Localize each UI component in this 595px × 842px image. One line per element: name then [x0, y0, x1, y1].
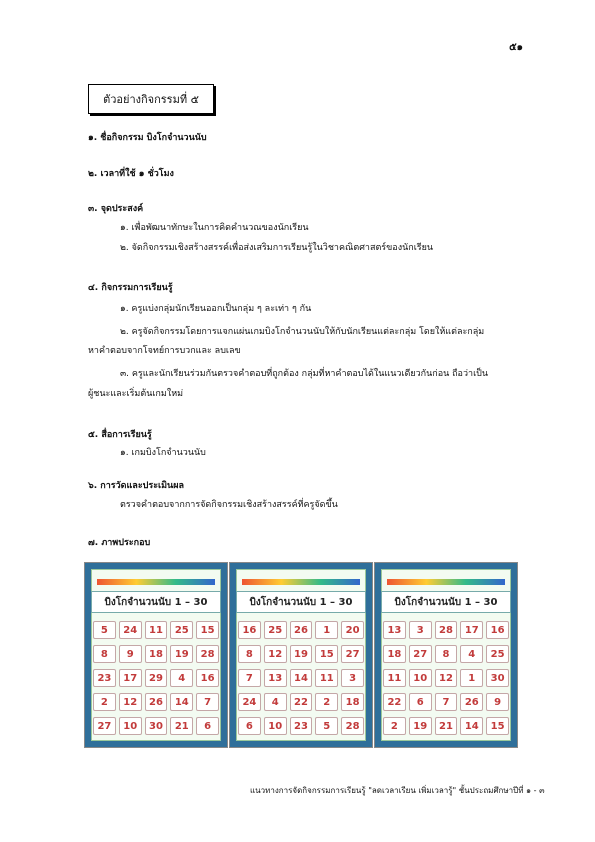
bingo-cell: 22	[290, 693, 313, 711]
section-3-item-2: ๒. จัดกิจกรรมเชิงสร้างสรรค์เพื่อส่งเสริมการเรียนรู้ในวิชาคณิตศาสตร์ของนักเรียน	[120, 243, 434, 253]
section-4-item-3-cont: ผู้ชนะและเริ่มต้นเกมใหม่	[88, 389, 184, 399]
bingo-cell: 13	[264, 669, 287, 687]
bingo-cell: 4	[264, 693, 287, 711]
bingo-card	[229, 562, 373, 748]
bingo-grid	[383, 621, 509, 735]
bingo-cell: 12	[264, 645, 287, 663]
section-6-title: ๖. การวัดและประเมินผล	[88, 481, 184, 491]
bingo-cell: 5	[93, 621, 116, 639]
bingo-cell: 8	[93, 645, 116, 663]
bingo-card	[84, 562, 228, 748]
decoration-border	[387, 579, 505, 585]
bingo-cell: 25	[170, 621, 193, 639]
bingo-cell: 8	[435, 645, 458, 663]
bingo-cell: 30	[486, 669, 509, 687]
bingo-cell: 7	[435, 693, 458, 711]
bingo-cell: 15	[315, 645, 338, 663]
section-3-item-1: ๑. เพื่อพัฒนาทักษะในการคิดคำนวณของนักเรียน	[120, 223, 309, 233]
bingo-cell: 14	[290, 669, 313, 687]
bingo-cell: 19	[290, 645, 313, 663]
bingo-cell: 9	[119, 645, 142, 663]
bingo-card-title: บิงโกจำนวนนับ 1 – 30	[91, 591, 221, 613]
bingo-cell: 23	[93, 669, 116, 687]
bingo-cell: 19	[170, 645, 193, 663]
section-4-item-2-cont: หาคำตอบจากโจทย์การบวกและ ลบเลข	[88, 346, 241, 356]
bingo-cell: 17	[460, 621, 483, 639]
section-4-title: ๔. กิจกรรมการเรียนรู้	[88, 283, 173, 293]
bingo-cell: 7	[196, 693, 219, 711]
bingo-cell: 1	[315, 621, 338, 639]
bingo-cell: 11	[145, 621, 168, 639]
bingo-cell: 13	[383, 621, 406, 639]
example-title-box	[88, 84, 214, 114]
bingo-card-title: บิงโกจำนวนนับ 1 – 30	[381, 591, 511, 613]
bingo-cell: 16	[196, 669, 219, 687]
bingo-card	[374, 562, 518, 748]
section-2: ๒. เวลาที่ใช้ ๑ ชั่วโมง	[88, 169, 174, 179]
bingo-cell: 16	[486, 621, 509, 639]
bingo-cell: 12	[119, 693, 142, 711]
bingo-cell: 10	[119, 717, 142, 735]
bingo-cell: 3	[341, 669, 364, 687]
illustration-bingo-cards	[84, 562, 516, 748]
bingo-grid	[93, 621, 219, 735]
bingo-cell: 15	[196, 621, 219, 639]
section-4-item-3: ๓. ครูและนักเรียนร่วมกันตรวจคำตอบที่ถูกต้อง กลุ่มที่หาคำตอบได้ในแนวเดียวกันก่อน ถือว่าเป็น	[120, 369, 489, 379]
bingo-cell: 22	[383, 693, 406, 711]
bingo-cell: 2	[315, 693, 338, 711]
bingo-cell: 4	[460, 645, 483, 663]
bingo-card-title: บิงโกจำนวนนับ 1 – 30	[236, 591, 366, 613]
decoration-border	[97, 579, 215, 585]
bingo-cell: 18	[145, 645, 168, 663]
decoration-border	[242, 579, 360, 585]
bingo-cell: 20	[341, 621, 364, 639]
bingo-cell: 28	[341, 717, 364, 735]
bingo-cell: 16	[238, 621, 261, 639]
bingo-cell: 11	[315, 669, 338, 687]
section-7-title: ๗. ภาพประกอบ	[88, 538, 151, 548]
section-4-item-2: ๒. ครูจัดกิจกรรมโดยการแจกแผ่นเกมบิงโกจำนวนนับให้กับนักเรียนแต่ละกลุ่ม โดยให้แต่ละกลุ่ม	[120, 327, 485, 337]
bingo-cell: 26	[290, 621, 313, 639]
bingo-cell: 17	[119, 669, 142, 687]
bingo-cell: 19	[409, 717, 432, 735]
bingo-cell: 4	[170, 669, 193, 687]
bingo-cell: 1	[460, 669, 483, 687]
bingo-cell: 14	[170, 693, 193, 711]
bingo-cell: 25	[486, 645, 509, 663]
bingo-cell: 29	[145, 669, 168, 687]
bingo-cell: 27	[341, 645, 364, 663]
bingo-cell: 15	[486, 717, 509, 735]
section-3-title: ๓. จุดประสงค์	[88, 204, 144, 214]
bingo-cell: 26	[460, 693, 483, 711]
bingo-cell: 6	[409, 693, 432, 711]
bingo-cell: 24	[238, 693, 261, 711]
footer: แนวทางการจัดกิจกรรมการเรียนรู้ "ลดเวลาเรียน เพิ่มเวลารู้" ชั้นประถมศึกษาปีที่ ๑ - ๓	[250, 786, 545, 795]
bingo-cell: 8	[238, 645, 261, 663]
bingo-cell: 24	[119, 621, 142, 639]
section-5-title: ๕. สื่อการเรียนรู้	[88, 430, 152, 440]
bingo-cell: 10	[264, 717, 287, 735]
bingo-cell: 27	[409, 645, 432, 663]
section-1: ๑. ชื่อกิจกรรม บิงโกจำนวนนับ	[88, 133, 207, 143]
bingo-cell: 27	[93, 717, 116, 735]
section-5-item-1: ๑. เกมบิงโกจำนวนนับ	[120, 448, 206, 458]
bingo-cell: 10	[409, 669, 432, 687]
bingo-cell: 28	[435, 621, 458, 639]
bingo-cell: 6	[238, 717, 261, 735]
bingo-cell: 14	[460, 717, 483, 735]
bingo-cell: 3	[409, 621, 432, 639]
bingo-cell: 2	[383, 717, 406, 735]
bingo-cell: 21	[435, 717, 458, 735]
page-number: ๕๑	[509, 42, 523, 53]
bingo-cell: 30	[145, 717, 168, 735]
bingo-grid	[238, 621, 364, 735]
bingo-cell: 23	[290, 717, 313, 735]
bingo-cell: 12	[435, 669, 458, 687]
bingo-cell: 2	[93, 693, 116, 711]
bingo-cell: 7	[238, 669, 261, 687]
example-title: ตัวอย่างกิจกรรมที่ ๕	[103, 93, 199, 106]
bingo-cell: 28	[196, 645, 219, 663]
bingo-cell: 18	[341, 693, 364, 711]
bingo-cell: 9	[486, 693, 509, 711]
bingo-cell: 25	[264, 621, 287, 639]
bingo-cell: 26	[145, 693, 168, 711]
bingo-cell: 21	[170, 717, 193, 735]
bingo-cell: 6	[196, 717, 219, 735]
bingo-cell: 11	[383, 669, 406, 687]
bingo-cell: 18	[383, 645, 406, 663]
section-4-item-1: ๑. ครูแบ่งกลุ่มนักเรียนออกเป็นกลุ่ม ๆ ละเท่า ๆ กัน	[120, 304, 312, 314]
section-6-item-1: ตรวจคำตอบจากการจัดกิจกรรมเชิงสร้างสรรค์ที่ครูจัดขึ้น	[120, 500, 338, 510]
bingo-cell: 5	[315, 717, 338, 735]
